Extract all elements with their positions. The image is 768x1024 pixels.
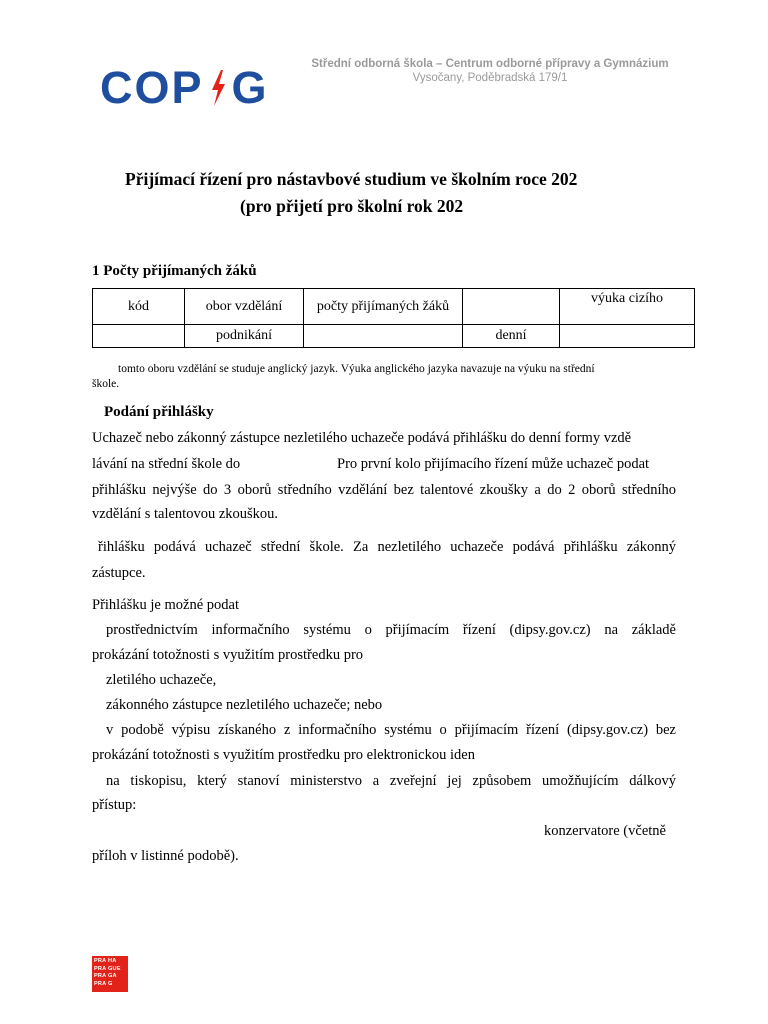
praha-logo bbox=[92, 956, 128, 992]
paragraph-line: prostřednictvím informačního systému o přijímacím řízení (dipsy.gov.cz) na základě bbox=[106, 622, 676, 638]
paragraph-line: řihlášku podává uchazeč střední škole. Za nezletilého uchazeče podává přihlášku zákonný bbox=[98, 539, 676, 555]
paragraph-line: konzervatore (včetně bbox=[544, 823, 666, 839]
praha-logo-line: PRA HA bbox=[94, 958, 117, 964]
table-header-cell: kód bbox=[93, 289, 185, 325]
paragraph-line: na tiskopisu, který stanoví ministerstvo a zveřejní jej způsobem umožňujícím dálkový bbox=[106, 773, 676, 789]
paragraph-line: zástupce. bbox=[92, 565, 146, 581]
table-cell bbox=[560, 325, 695, 348]
table-header-row bbox=[93, 289, 695, 325]
cop-g-logo bbox=[100, 62, 269, 113]
school-address: Vysočany, Poděbradská 179/1 bbox=[412, 72, 568, 84]
paragraph-line: v podobě výpisu získaného z informačního systému o přijímacím řízení (dipsy.gov.cz) bez bbox=[106, 722, 676, 738]
logo-text-left: COP bbox=[100, 62, 204, 113]
paragraph-line: příloh v listinné podobě). bbox=[92, 848, 239, 864]
paragraph-line: vzdělání s talentovou zkouškou. bbox=[92, 506, 279, 522]
praha-logo-line: PRA G bbox=[94, 980, 113, 987]
document-title: Přijímací řízení pro nástavbové studium ve školním roce 202 bbox=[125, 169, 578, 189]
paragraph-line: Pro první kolo přijímacího řízení může uchazeč podat bbox=[337, 456, 650, 472]
paragraph-line: Přihlášku je možné podat bbox=[92, 597, 239, 613]
note-line-2: škole. bbox=[92, 378, 120, 390]
logo-text-right: G bbox=[231, 62, 269, 113]
table-header-cell: obor vzdělání bbox=[185, 289, 304, 325]
paragraph-line: Uchazeč nebo zákonný zástupce nezletilého uchazeče podává přihlášku do denní formy vzdě bbox=[92, 430, 632, 446]
paragraph-line: prokázání totožnosti s využitím prostředku pro elektronickou iden bbox=[92, 747, 475, 763]
table-cell bbox=[304, 325, 463, 348]
paragraph-line: přístup: bbox=[92, 797, 137, 813]
document-subtitle: (pro přijetí pro školní rok 202 bbox=[240, 196, 464, 216]
praha-logo-line: PRA GUE bbox=[94, 965, 121, 972]
paragraph-line: přihlášku nejvýše do 3 oborů středního vzdělání bez talentové zkoušky a do 2 oborů středního bbox=[92, 482, 676, 498]
section-heading-podani: Podání přihlášky bbox=[104, 404, 214, 420]
lightning-bolt-icon bbox=[207, 68, 229, 108]
table-header-cell: výuka cizího bbox=[560, 289, 695, 325]
paragraph-line: lávání na střední škole do bbox=[92, 456, 241, 472]
table-cell: denní bbox=[463, 325, 560, 348]
table-row bbox=[93, 325, 695, 348]
paragraph-line: zákonného zástupce nezletilého uchazeče; nebo bbox=[106, 697, 383, 713]
language-note bbox=[92, 362, 682, 392]
school-name: Střední odborná škola – Centrum odborné přípravy a Gymnázium bbox=[311, 58, 669, 70]
praha-logo-line: PRA GA bbox=[94, 973, 117, 980]
table-cell: podnikání bbox=[185, 325, 304, 348]
note-line-1: tomto oboru vzdělání se studuje anglický jazyk. Výuka anglického jazyka navazuje na výuku na střední bbox=[118, 363, 595, 375]
table-header-cell: počty přijímaných žáků bbox=[304, 289, 463, 325]
table-header-cell bbox=[463, 289, 560, 325]
admissions-table bbox=[92, 288, 695, 348]
table-cell bbox=[93, 325, 185, 348]
paragraph-line: zletilého uchazeče, bbox=[106, 672, 217, 688]
paragraph-line: prokázání totožnosti s využitím prostředku pro bbox=[92, 647, 364, 663]
section-heading-pocty: 1 Počty přijímaných žáků bbox=[92, 263, 257, 279]
